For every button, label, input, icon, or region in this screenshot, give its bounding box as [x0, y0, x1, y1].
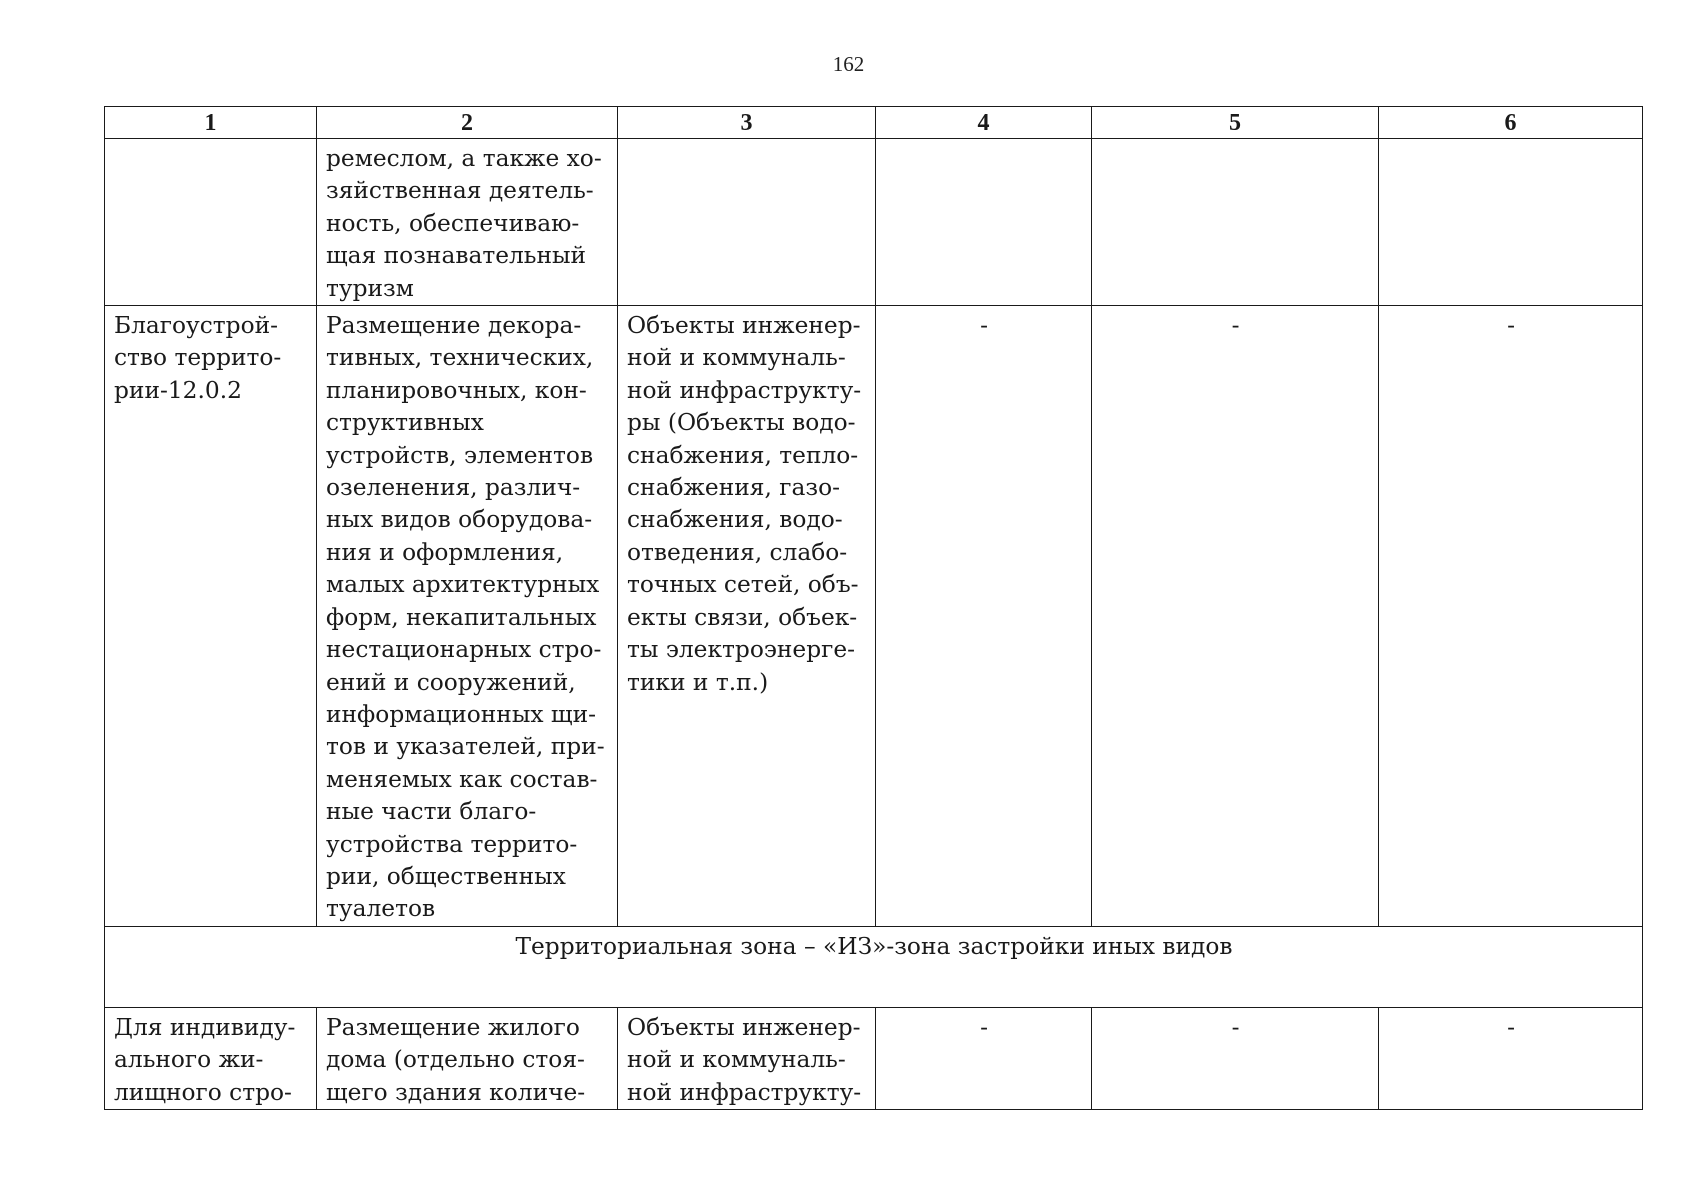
- col-header: 2: [317, 107, 618, 139]
- col-header: 5: [1092, 107, 1379, 139]
- cell-objects: [618, 139, 876, 306]
- page-number: 162: [832, 52, 865, 76]
- header-row: [105, 107, 1643, 139]
- cell-activity-type: Благоустрой- ство террито- рии-12.0.2: [105, 306, 317, 927]
- cell-col4: -: [876, 306, 1092, 927]
- col-header: 1: [105, 107, 317, 139]
- cell-col6: -: [1379, 1007, 1643, 1109]
- table-row-blagoustroystvo: [105, 306, 1643, 927]
- cell-col4: -: [876, 1007, 1092, 1109]
- cell-col6: [1379, 139, 1643, 306]
- zone-title: Территориальная зона – «ИЗ»-зона застройки иных видов: [105, 926, 1643, 1007]
- cell-col5: -: [1092, 1007, 1379, 1109]
- cell-objects: Объекты инженер- ной и коммуналь- ной инфраструкту- ры (Объекты водо- снабжения, тепло- снабжения, газо- снабжения, водо- отведения, слабо- точных сетей, объ- екты связи, объек- ты электроэнерге- тики и т.п.): [618, 306, 876, 927]
- cell-col5: -: [1092, 306, 1379, 927]
- cell-objects: Объекты инженер- ной и коммуналь- ной инфраструкту-: [618, 1007, 876, 1109]
- cell-description: Размещение жилого дома (отдельно стоя- щего здания количе-: [317, 1007, 618, 1109]
- cell-activity-type: Для индивиду- ального жи- лищного стро-: [105, 1007, 317, 1109]
- col-header: 6: [1379, 107, 1643, 139]
- cell-description: Размещение декора- тивных, технических, планировочных, кон- структивных устройств, элементов озеленения, различ- ных видов оборудова- ния и оформления, малых архитектурных форм, некапитальных нестационарных стро- ений и сооружений, информационных щи- тов и указателей, при- меняемых как состав- ные части благо- устройства террито- рии, общественных туалетов: [317, 306, 618, 927]
- cell-col6: -: [1379, 306, 1643, 927]
- cell-col4: [876, 139, 1092, 306]
- cell-description: ремеслом, а также хо- зяйственная деятель- ность, обеспечиваю- щая познавательный туризм: [317, 139, 618, 306]
- cell-activity-type: [105, 139, 317, 306]
- table-row-izhs: [105, 1007, 1643, 1109]
- table-row-continuation: [105, 139, 1643, 306]
- zone-title-row: [105, 926, 1643, 1007]
- col-header: 3: [618, 107, 876, 139]
- cell-col5: [1092, 139, 1379, 306]
- col-header: 4: [876, 107, 1092, 139]
- land-use-table: [104, 106, 1643, 1110]
